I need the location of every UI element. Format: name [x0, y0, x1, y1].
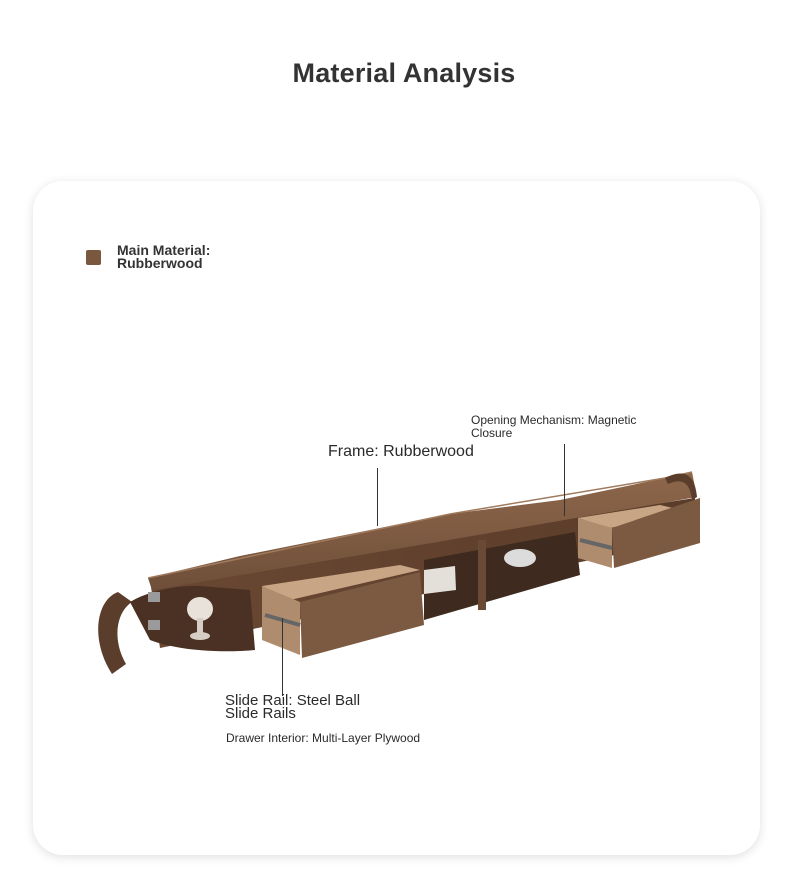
lamp-decor-base [190, 632, 210, 640]
device-decor [504, 549, 536, 567]
frame-leader-line [377, 468, 378, 526]
lamp-decor-shade [187, 597, 213, 621]
books-decor [424, 566, 456, 594]
hinge-top [148, 592, 160, 602]
drawer-interior-callout: Drawer Interior: Multi-Layer Plywood [226, 731, 421, 745]
legend-label: Main Material: Rubberwood [117, 242, 211, 271]
page-title: Material Analysis [292, 58, 516, 88]
slide-rail-leader-line [282, 618, 283, 696]
frame-callout: Frame: Rubberwood [328, 443, 474, 460]
center-divider [478, 540, 486, 610]
hinge-bottom [148, 620, 160, 630]
left-curved-door [98, 592, 132, 674]
lamp-decor-stem [197, 618, 203, 634]
opening-mechanism-callout: Opening Mechanism: Magnetic Closure [471, 413, 637, 440]
slide-rail-callout: Slide Rail: Steel Ball Slide Rails [225, 692, 361, 722]
opening-leader-line [564, 444, 565, 516]
